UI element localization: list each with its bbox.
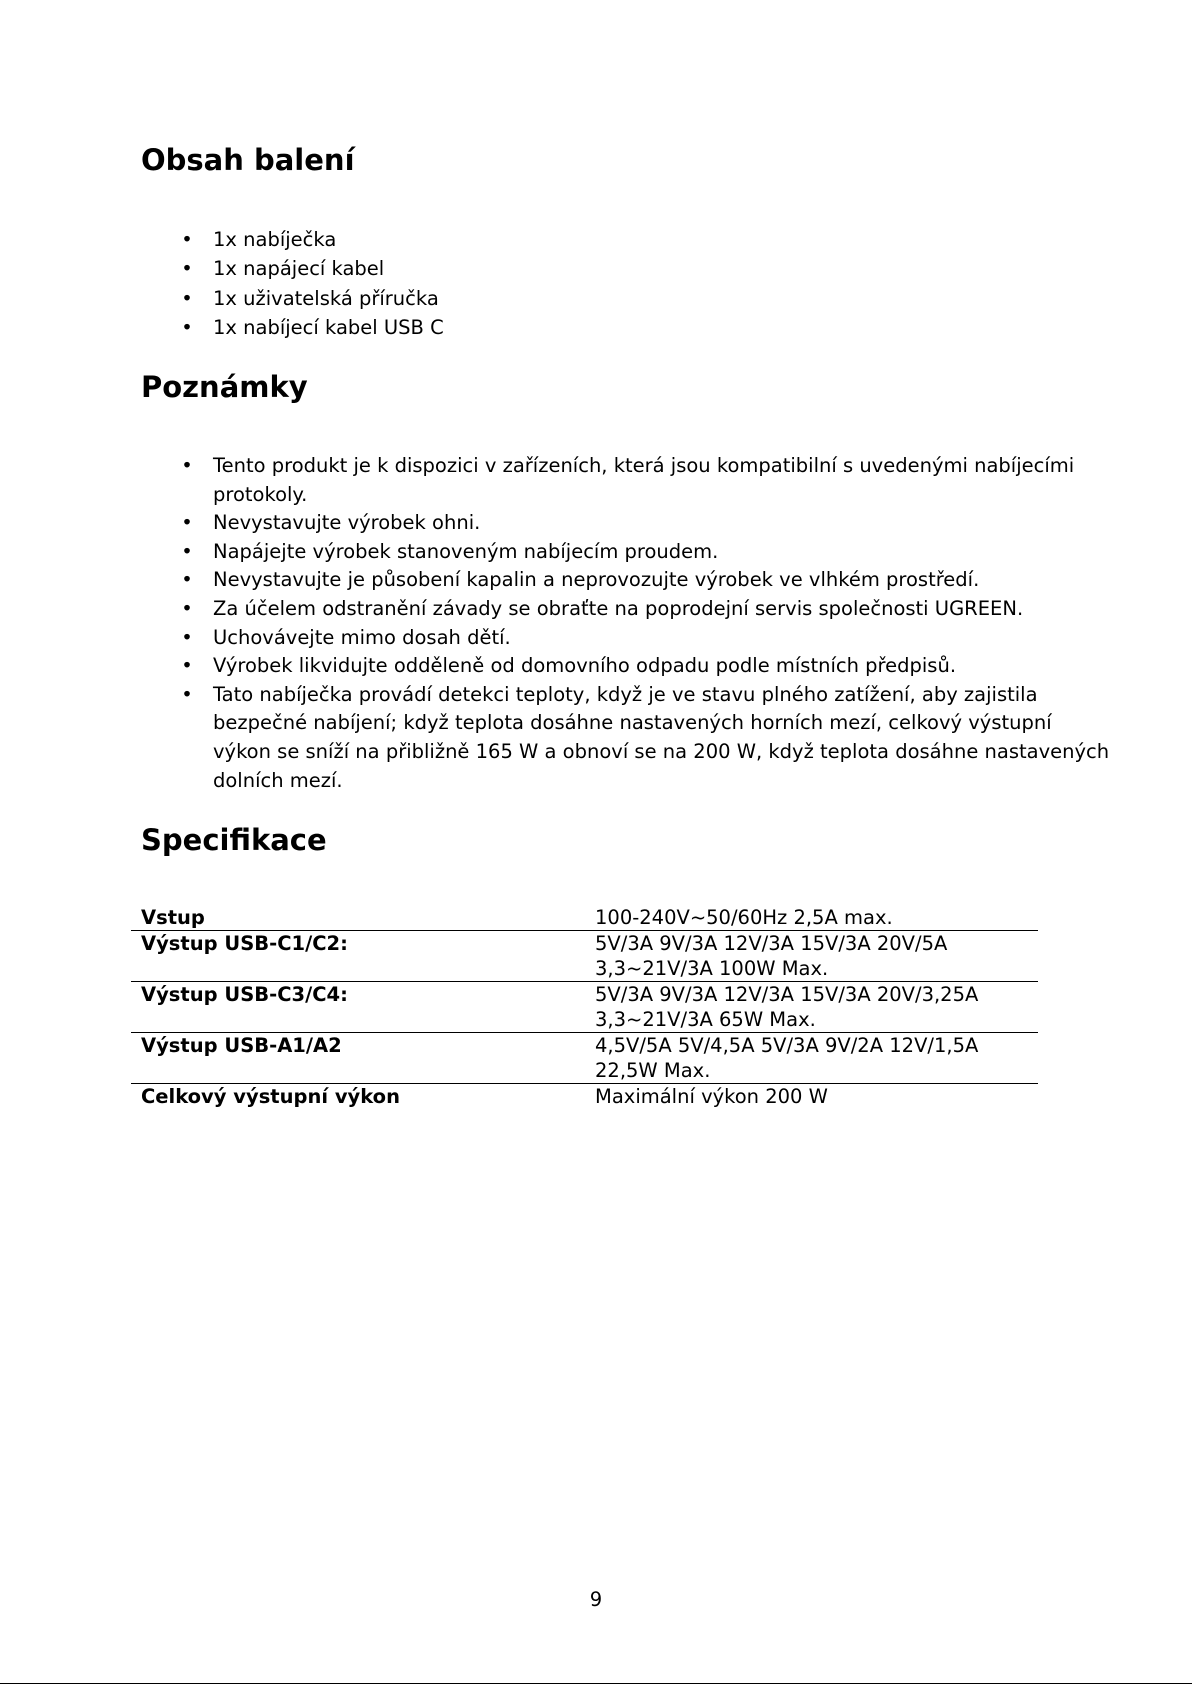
spec-value-line: Maximální výkon 200 W <box>595 1085 828 1108</box>
list-item <box>141 313 1113 342</box>
notes-list <box>141 452 1113 795</box>
spec-value <box>595 1033 1038 1084</box>
bullet-icon: • <box>181 568 193 592</box>
spec-label: Vstup <box>141 906 205 929</box>
list-item-text: Nevystavujte je působení kapalin a neprovozujte výrobek ve vlhkém prostředí. <box>213 568 980 592</box>
bullet-icon: • <box>181 511 193 535</box>
spec-value-line: 5V/3A 9V/3A 12V/3A 15V/3A 20V/3,25A <box>595 983 979 1006</box>
list-item <box>141 681 1113 795</box>
spec-value <box>595 1084 1038 1110</box>
spec-label: Celkový výstupní výkon <box>141 1085 400 1108</box>
list-item <box>141 509 1113 538</box>
list-item <box>141 284 1113 313</box>
spec-label: Výstup USB-C1/C2: <box>141 932 348 955</box>
specifications-table <box>131 905 1038 1109</box>
list-item-text: 1x napájecí kabel <box>213 257 385 281</box>
bullet-icon: • <box>181 257 193 281</box>
list-item <box>141 566 1113 595</box>
list-item <box>141 225 1113 254</box>
list-item <box>141 452 1113 509</box>
spec-value-line: 4,5V/5A 5V/4,5A 5V/3A 9V/2A 12V/1,5A <box>595 1034 979 1057</box>
package-contents-list <box>141 225 1113 342</box>
bullet-icon: • <box>181 682 193 706</box>
spec-value-line: 3,3~21V/3A 100W Max. <box>595 957 829 980</box>
table-row <box>131 982 1038 1033</box>
bullet-icon: • <box>181 654 193 678</box>
list-item <box>141 538 1113 567</box>
spec-value-line: 5V/3A 9V/3A 12V/3A 15V/3A 20V/5A <box>595 932 948 955</box>
list-item <box>141 254 1113 283</box>
list-item-text: 1x nabíječka <box>213 228 337 251</box>
list-item-text: Tento produkt je k dispozici v zařízeních, která jsou kompatibilní s uvedenými nabíjecími protokoly. <box>213 454 1075 506</box>
table-row <box>131 1084 1038 1110</box>
page-bottom-divider <box>0 1683 1192 1684</box>
list-item-text: Za účelem odstranění závady se obraťte na poprodejní servis společnosti UGREEN. <box>213 596 1024 620</box>
bullet-icon: • <box>181 286 193 310</box>
list-item-text: Napájejte výrobek stanoveným nabíjecím proudem. <box>213 539 719 563</box>
bullet-icon: • <box>181 228 193 251</box>
spec-value <box>595 982 1038 1033</box>
table-row <box>131 931 1038 982</box>
section-title-package-contents: Obsah balení <box>141 143 355 177</box>
bullet-icon: • <box>181 315 193 339</box>
spec-label: Výstup USB-C3/C4: <box>141 983 348 1006</box>
list-item <box>141 624 1113 653</box>
list-item <box>141 595 1113 624</box>
list-item-text: 1x nabíjecí kabel USB C <box>213 315 444 339</box>
page-number: 9 <box>589 1588 603 1611</box>
spec-value-line: 22,5W Max. <box>595 1059 711 1082</box>
spec-label: Výstup USB-A1/A2 <box>141 1034 342 1057</box>
list-item-text: Tato nabíječka provádí detekci teploty, když je ve stavu plného zatížení, aby zajistila bezpečné nabíjení; když teplota dosáhne nastavených horních mezí, celkový výstupní výkon se sníží na přibližně 165 W a obnoví se na 200 W, když teplota dosáhne nastavených dolních mezí. <box>213 682 1110 792</box>
bullet-icon: • <box>181 539 193 563</box>
spec-value-line: 100-240V~50/60Hz 2,5A max. <box>595 906 893 929</box>
table-row <box>131 905 1038 931</box>
list-item-text: Nevystavujte výrobek ohni. <box>213 511 481 535</box>
spec-value <box>595 905 1038 931</box>
bullet-icon: • <box>181 596 193 620</box>
list-item <box>141 652 1113 681</box>
list-item-text: 1x uživatelská příručka <box>213 286 439 310</box>
bullet-icon: • <box>181 625 193 649</box>
list-item-text: Výrobek likvidujte odděleně od domovního odpadu podle místních předpisů. <box>213 654 957 678</box>
spec-value-line: 3,3~21V/3A 65W Max. <box>595 1008 816 1031</box>
spec-value <box>595 931 1038 982</box>
list-item-text: Uchovávejte mimo dosah dětí. <box>213 625 511 649</box>
bullet-icon: • <box>181 454 193 477</box>
section-title-notes: Poznámky <box>141 370 308 404</box>
table-row <box>131 1033 1038 1084</box>
section-title-specifications: Specifikace <box>141 823 327 857</box>
